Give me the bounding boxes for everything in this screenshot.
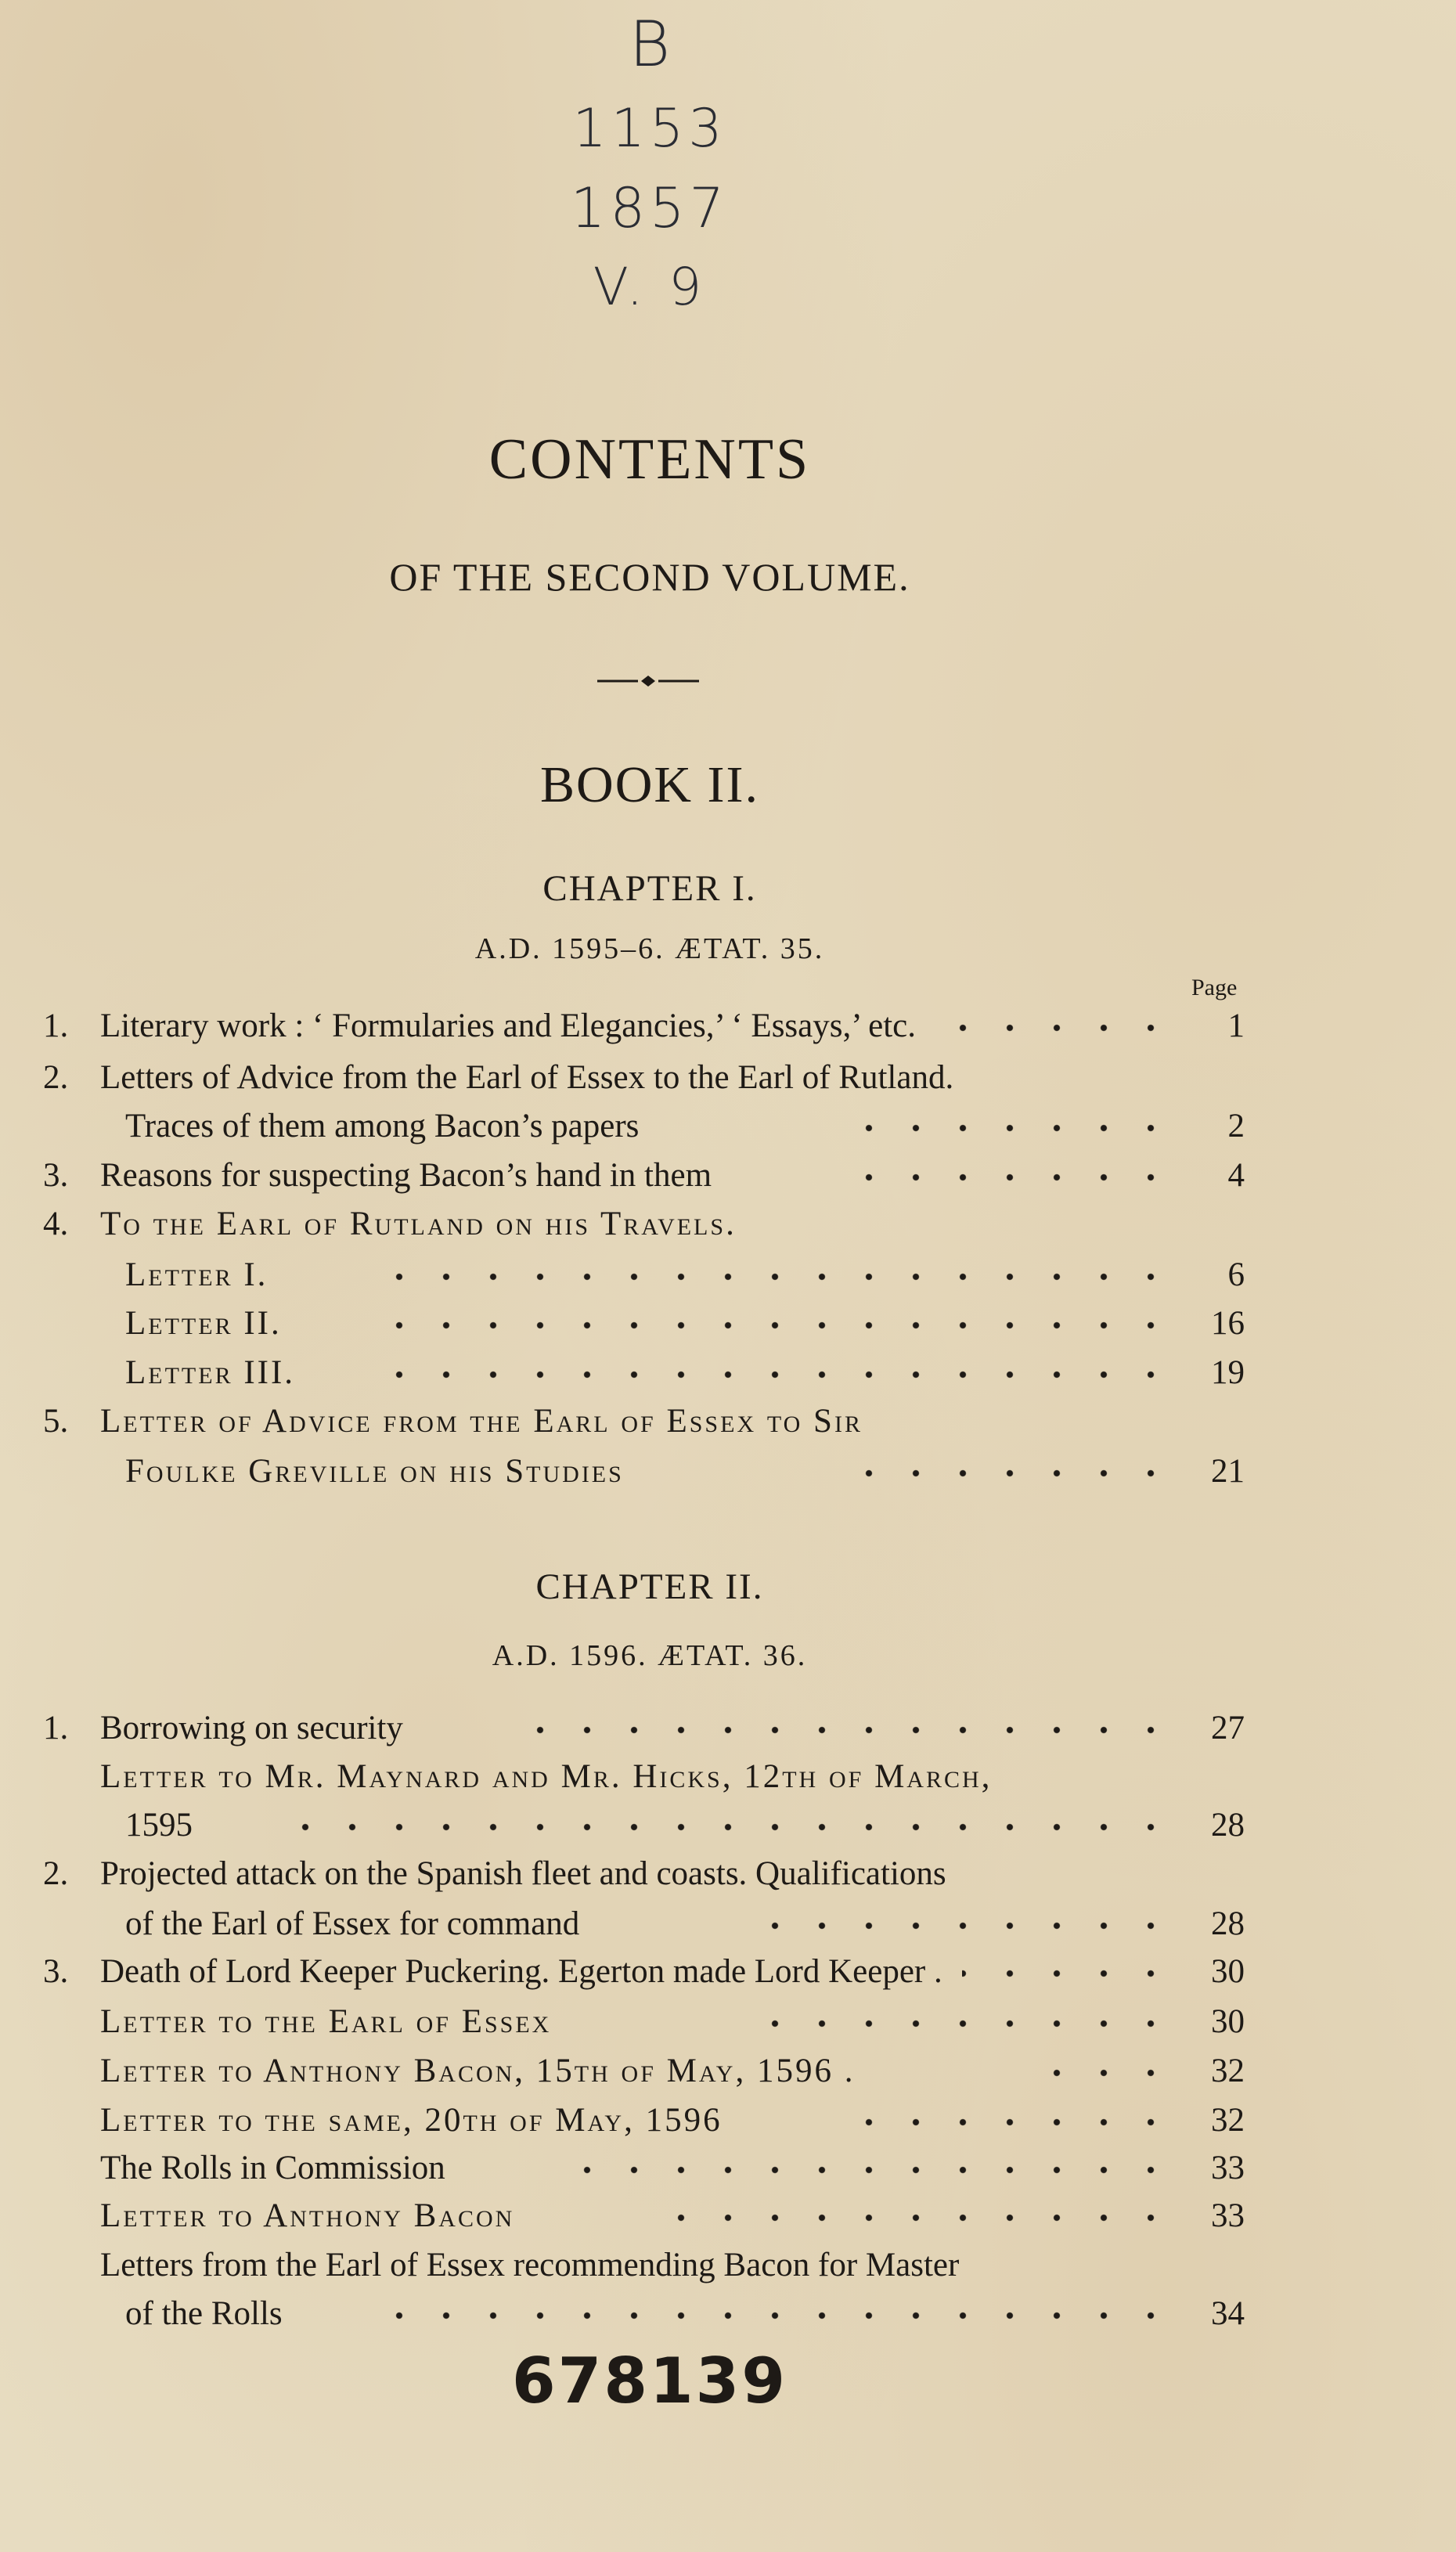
toc-entry-page: 2 bbox=[1227, 1108, 1245, 1144]
toc-entry-page: 6 bbox=[1227, 1256, 1245, 1293]
dot-leader bbox=[368, 1359, 1174, 1390]
toc-entry-text: Letter II. bbox=[125, 1305, 282, 1342]
toc-entry-page: 19 bbox=[1211, 1354, 1245, 1391]
dot-leader bbox=[861, 1162, 1174, 1193]
toc-entry bbox=[0, 1950, 1456, 1994]
toc-entry-text: Letter to the Earl of Essex bbox=[100, 2003, 552, 2040]
toc-entry bbox=[0, 1450, 1456, 1494]
toc-entry-text: Letters of Advice from the Earl of Essex to the Earl of Rutland. bbox=[100, 1059, 954, 1096]
toc-entry bbox=[0, 1004, 1456, 1048]
ornament-divider-icon bbox=[597, 672, 699, 690]
toc-entry bbox=[0, 2099, 1456, 2143]
toc-entry-text: Death of Lord Keeper Puckering. Egerton made Lord Keeper . bbox=[100, 1953, 942, 1990]
toc-entry-text: To the Earl of Rutland on his Travels. bbox=[100, 1206, 737, 1242]
chapter-1-heading: CHAPTER I. bbox=[542, 868, 757, 909]
accession-stamp: 678139 bbox=[512, 2345, 787, 2417]
toc-entry-page: 30 bbox=[1211, 1953, 1245, 1990]
dot-leader bbox=[368, 1261, 1174, 1292]
page-title: CONTENTS bbox=[488, 427, 811, 492]
handwritten-shelfmark-number: 1153 bbox=[572, 98, 727, 160]
toc-entry-page: 28 bbox=[1211, 1905, 1245, 1942]
toc-entry-page: 27 bbox=[1211, 1710, 1245, 1746]
dot-leader bbox=[1049, 2057, 1174, 2089]
chapter-2-date: A.D. 1596. ÆTAT. 36. bbox=[492, 1639, 808, 1672]
dot-leader bbox=[501, 1714, 1174, 1746]
toc-entry-number: 3. bbox=[43, 1953, 69, 1990]
dot-leader bbox=[962, 1958, 1174, 1989]
toc-entry-text: Projected attack on the Spanish fleet and coasts. Qualifications bbox=[100, 1855, 946, 1892]
page-column-label: Page bbox=[1191, 975, 1238, 1000]
toc-entry bbox=[0, 1202, 1456, 1246]
toc-entry-page: 32 bbox=[1211, 2053, 1245, 2089]
toc-entry-text: 1595 bbox=[125, 1807, 193, 1844]
toc-entry-number: 4. bbox=[43, 1206, 69, 1242]
toc-entry-number: 3. bbox=[43, 1157, 69, 1194]
toc-entry-text: Letters from the Earl of Essex recommending Bacon for Master bbox=[100, 2247, 960, 2283]
dot-leader bbox=[853, 1458, 1174, 1489]
book-heading: BOOK II. bbox=[540, 756, 759, 813]
toc-entry bbox=[0, 1056, 1456, 1100]
toc-entry-text: of the Rolls bbox=[125, 2295, 283, 2332]
dot-leader bbox=[861, 1112, 1174, 1144]
handwritten-shelfmark-year: 1857 bbox=[570, 176, 730, 240]
chapter-2-heading: CHAPTER II. bbox=[535, 1566, 764, 1607]
toc-entry-page: 33 bbox=[1211, 2150, 1245, 2186]
toc-entry-text: Traces of them among Bacon’s papers bbox=[125, 1108, 640, 1144]
toc-entry bbox=[0, 1804, 1456, 1847]
toc-entry-text: Letter III. bbox=[125, 1354, 296, 1391]
dot-leader bbox=[368, 2300, 1174, 2331]
toc-entry-text: Letter I. bbox=[125, 1256, 268, 1293]
dot-leader bbox=[744, 1910, 1174, 1941]
toc-entry bbox=[0, 1852, 1456, 1896]
toc-entry bbox=[0, 2000, 1456, 2044]
toc-entry-text: Foulke Greville on his Studies bbox=[125, 1453, 624, 1490]
toc-entry bbox=[0, 1105, 1456, 1148]
dot-leader bbox=[290, 1811, 1174, 1843]
toc-entry-text: Letter to Anthony Bacon, 15th of May, 1596 . bbox=[100, 2053, 856, 2089]
toc-entry bbox=[0, 1400, 1456, 1444]
toc-entry-page: 16 bbox=[1211, 1305, 1245, 1342]
toc-entry-number: 1. bbox=[43, 1710, 69, 1746]
toc-entry bbox=[0, 1351, 1456, 1395]
dot-leader bbox=[564, 2154, 1174, 2186]
page-subtitle: OF THE SECOND VOLUME. bbox=[389, 555, 910, 599]
dot-leader bbox=[935, 1012, 1174, 1044]
toc-entry-text: Letter to the same, 20th of May, 1596 bbox=[100, 2102, 723, 2139]
handwritten-volume-mark: V. 9 bbox=[593, 257, 707, 317]
toc-entry bbox=[0, 2244, 1456, 2287]
toc-entry bbox=[0, 2292, 1456, 2336]
toc-entry bbox=[0, 1707, 1456, 1750]
dot-leader bbox=[368, 1310, 1174, 1341]
toc-entry bbox=[0, 1755, 1456, 1799]
dot-leader bbox=[650, 2202, 1174, 2233]
dot-leader bbox=[853, 2107, 1174, 2138]
toc-entry-page: 32 bbox=[1211, 2102, 1245, 2139]
toc-entry-page: 4 bbox=[1227, 1157, 1245, 1194]
toc-entry-number: 1. bbox=[43, 1007, 69, 1044]
toc-entry bbox=[0, 1253, 1456, 1297]
toc-entry-page: 28 bbox=[1211, 1807, 1245, 1844]
toc-entry-text: The Rolls in Commission bbox=[100, 2150, 445, 2186]
toc-entry-text: Letter of Advice from the Earl of Essex to Sir bbox=[100, 1403, 863, 1440]
toc-entry bbox=[0, 2049, 1456, 2093]
toc-entry-text: Borrowing on security bbox=[100, 1710, 403, 1746]
chapter-1-date: A.D. 1595–6. ÆTAT. 35. bbox=[474, 932, 825, 965]
toc-entry-text: Literary work : ‘ Formularies and Elegancies,’ ‘ Essays,’ etc. bbox=[100, 1007, 916, 1044]
toc-entry bbox=[0, 2146, 1456, 2190]
toc-entry bbox=[0, 1154, 1456, 1198]
toc-entry-text: Reasons for suspecting Bacon’s hand in them bbox=[100, 1157, 712, 1194]
toc-entry-page: 33 bbox=[1211, 2197, 1245, 2234]
toc-entry-text: of the Earl of Essex for command bbox=[125, 1905, 580, 1942]
toc-entry-text: Letter to Anthony Bacon bbox=[100, 2197, 515, 2234]
toc-entry bbox=[0, 1302, 1456, 1346]
toc-entry-page: 1 bbox=[1227, 1007, 1245, 1044]
toc-entry-page: 21 bbox=[1211, 1453, 1245, 1490]
toc-entry-text: Letter to Mr. Maynard and Mr. Hicks, 12th of March, bbox=[100, 1758, 993, 1795]
handwritten-shelfmark-letter: B bbox=[629, 8, 671, 81]
toc-entry-number: 2. bbox=[43, 1855, 69, 1892]
toc-entry-number: 2. bbox=[43, 1059, 69, 1096]
toc-entry bbox=[0, 2194, 1456, 2238]
toc-entry-page: 34 bbox=[1211, 2295, 1245, 2332]
toc-entry-number: 5. bbox=[43, 1403, 69, 1440]
toc-entry bbox=[0, 1902, 1456, 1946]
toc-entry-page: 30 bbox=[1211, 2003, 1245, 2040]
dot-leader bbox=[751, 2008, 1174, 2039]
